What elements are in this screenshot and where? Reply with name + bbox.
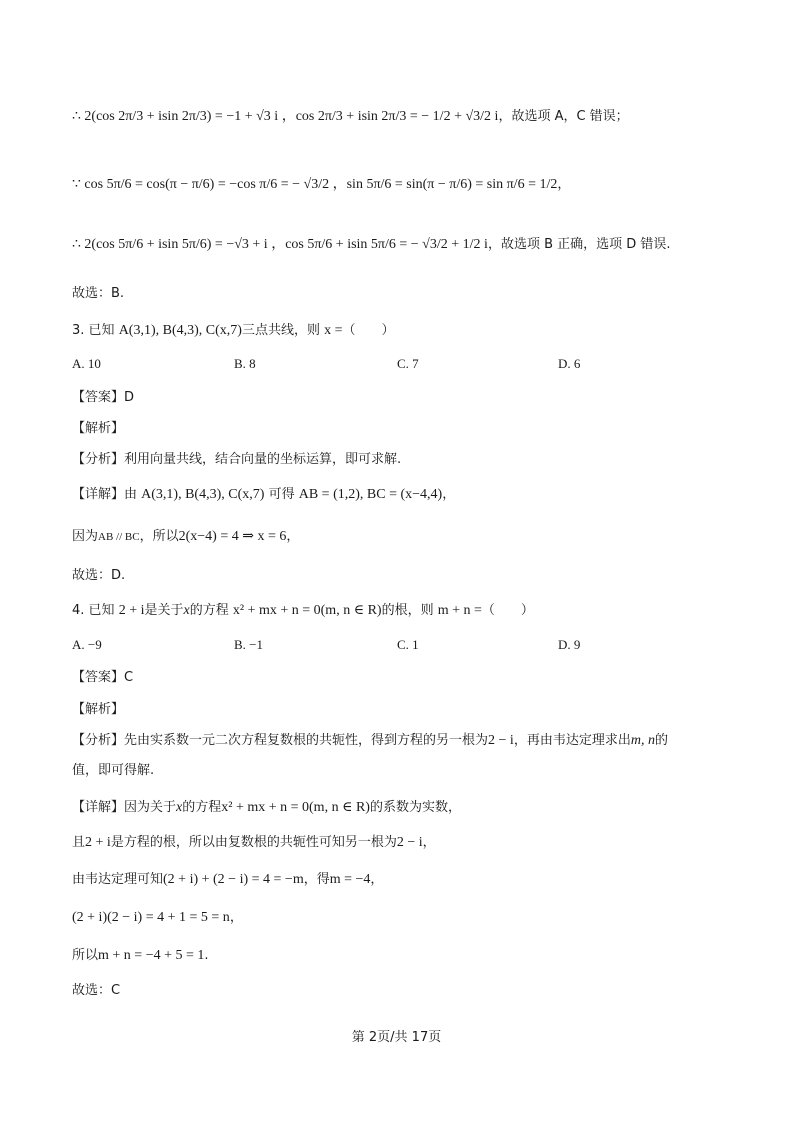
question-4: [72, 601, 534, 621]
text: ，: [286, 529, 300, 544]
detail-line-2: [72, 527, 299, 547]
text: 因为: [72, 529, 99, 544]
q3-option-a: A. 10: [72, 356, 101, 371]
math-expression: m + n =: [437, 603, 482, 618]
detail-line-5: [72, 946, 209, 966]
detail-line-3: [72, 870, 383, 890]
q3-option-c: C. 7: [397, 356, 419, 371]
analysis-label: 【解析】: [72, 702, 125, 717]
text: 且: [72, 835, 86, 850]
text: 的方程: [182, 800, 222, 815]
detail-line-2: [72, 833, 436, 853]
text: 由韦达定理可知: [72, 872, 164, 887]
math-expression: ∵ cos 5π/6 = cos(π − π/6) = −cos π/6 = − √3/2 ，sin 5π/6 = sin(π − π/6) = sin π/6 = 1/2: [72, 177, 558, 192]
text: 三点共线，则: [241, 323, 320, 338]
text: ，再由韦达定理求出: [513, 733, 631, 748]
analysis-text: [72, 731, 668, 751]
math-expression: 2 + i: [85, 835, 111, 850]
text: 的系数为实数，: [369, 800, 461, 815]
question-3: [72, 321, 395, 341]
math-expression: ∴ 2(cos 5π/6 + isin 5π/6) = −√3 + i ，cos 5π/6 + isin 5π/6 = − √3/2 + 1/2 i: [72, 237, 488, 252]
text: ，故选项 B 正确，选项 D 错误.: [487, 237, 671, 252]
math-expression: m, n: [630, 733, 655, 748]
detail-line-4: [72, 908, 243, 928]
math-expression: x =: [324, 323, 343, 338]
text: 所以: [72, 948, 99, 963]
q4-option-d: D. 9: [558, 637, 581, 652]
text: 可得: [268, 487, 295, 502]
solution-line-2: [72, 175, 570, 195]
math-expression: 2 − i: [488, 733, 514, 748]
text: 【详解】由: [72, 487, 138, 502]
math-expression: x: [183, 603, 190, 618]
math-expression: AB = (1,2), BC = (x−4,4): [298, 487, 443, 502]
math-expression: m = −4: [329, 872, 371, 887]
q3-option-d: D. 6: [558, 356, 581, 371]
page-footer: 第 2页/共 17页: [351, 1030, 442, 1045]
text: 的根，则: [381, 603, 434, 618]
text: 是关于: [144, 603, 184, 618]
analysis-label: 【解析】: [72, 421, 125, 436]
text: （ ）: [481, 603, 534, 618]
math-expression: 2 − i: [396, 835, 423, 850]
text: 的方程: [189, 603, 229, 618]
math-expression: ∴ 2(cos 2π/3 + isin 2π/3) = −1 + √3 i ，cos 2π/3 + isin 2π/3 = − 1/2 + √3/2 i: [72, 109, 499, 124]
text: ，所以: [139, 529, 179, 544]
answer-choice-line: 故选：B.: [72, 286, 125, 301]
math-expression: (2 + i)(2 − i) = 4 + 1 = 5 = n: [72, 910, 230, 925]
math-expression: A(3,1), B(4,3), C(x,7): [141, 487, 265, 502]
text: 是方程的根，所以由复数根的共轭性可知另一根为: [110, 835, 397, 850]
text: ，: [422, 835, 436, 850]
detail-line-1: [72, 485, 455, 505]
math-expression: x² + mx + n = 0(m, n ∈ R): [232, 603, 382, 618]
text: ，: [442, 487, 456, 502]
math-expression: x² + mx + n = 0(m, n ∈ R): [221, 800, 370, 815]
text: 【详解】因为关于: [72, 800, 177, 815]
text: ，得: [303, 872, 330, 887]
math-expression: 2(x−4) = 4 ⇒ x = 6: [178, 529, 287, 544]
analysis-text-cont: 值，即可得解.: [72, 763, 155, 778]
q3-option-b: B. 8: [234, 356, 256, 371]
solution-line-3: [72, 235, 671, 255]
q4-option-a: A. −9: [72, 637, 102, 652]
q4-option-b: B. −1: [234, 637, 264, 652]
text: ，: [229, 910, 243, 925]
q4-option-c: C. 1: [397, 637, 419, 652]
text: ，: [370, 872, 384, 887]
answer-choice-line: 故选：C: [72, 983, 121, 998]
text: 4. 已知: [72, 603, 115, 618]
math-expression: m + n = −4 + 5 = 1: [98, 948, 205, 963]
math-expression: AB // BC: [98, 531, 140, 543]
text: （ ）: [342, 323, 395, 338]
math-expression: x: [176, 800, 183, 815]
solution-line-1: [72, 107, 629, 127]
detail-line-1: [72, 798, 461, 818]
text: 【分析】先由实系数一元二次方程复数根的共轭性，得到方程的另一根为: [72, 733, 489, 748]
answer-choice-line: 故选：D.: [72, 568, 126, 583]
math-expression: A(3,1), B(4,3), C(x,7): [118, 323, 242, 338]
text: ，: [557, 177, 571, 192]
text: 的: [654, 733, 668, 748]
answer-label: 【答案】D: [72, 390, 135, 405]
answer-label: 【答案】C: [72, 670, 134, 685]
text: 3. 已知: [72, 323, 115, 338]
analysis-text: 【分析】利用向量共线，结合向量的坐标运算，即可求解.: [72, 452, 402, 467]
text: .: [204, 948, 209, 963]
math-expression: 2 + i: [118, 603, 145, 618]
math-expression: (2 + i) + (2 − i) = 4 = −m: [163, 872, 304, 887]
text: ，故选项 A，C 错误；: [498, 109, 629, 124]
